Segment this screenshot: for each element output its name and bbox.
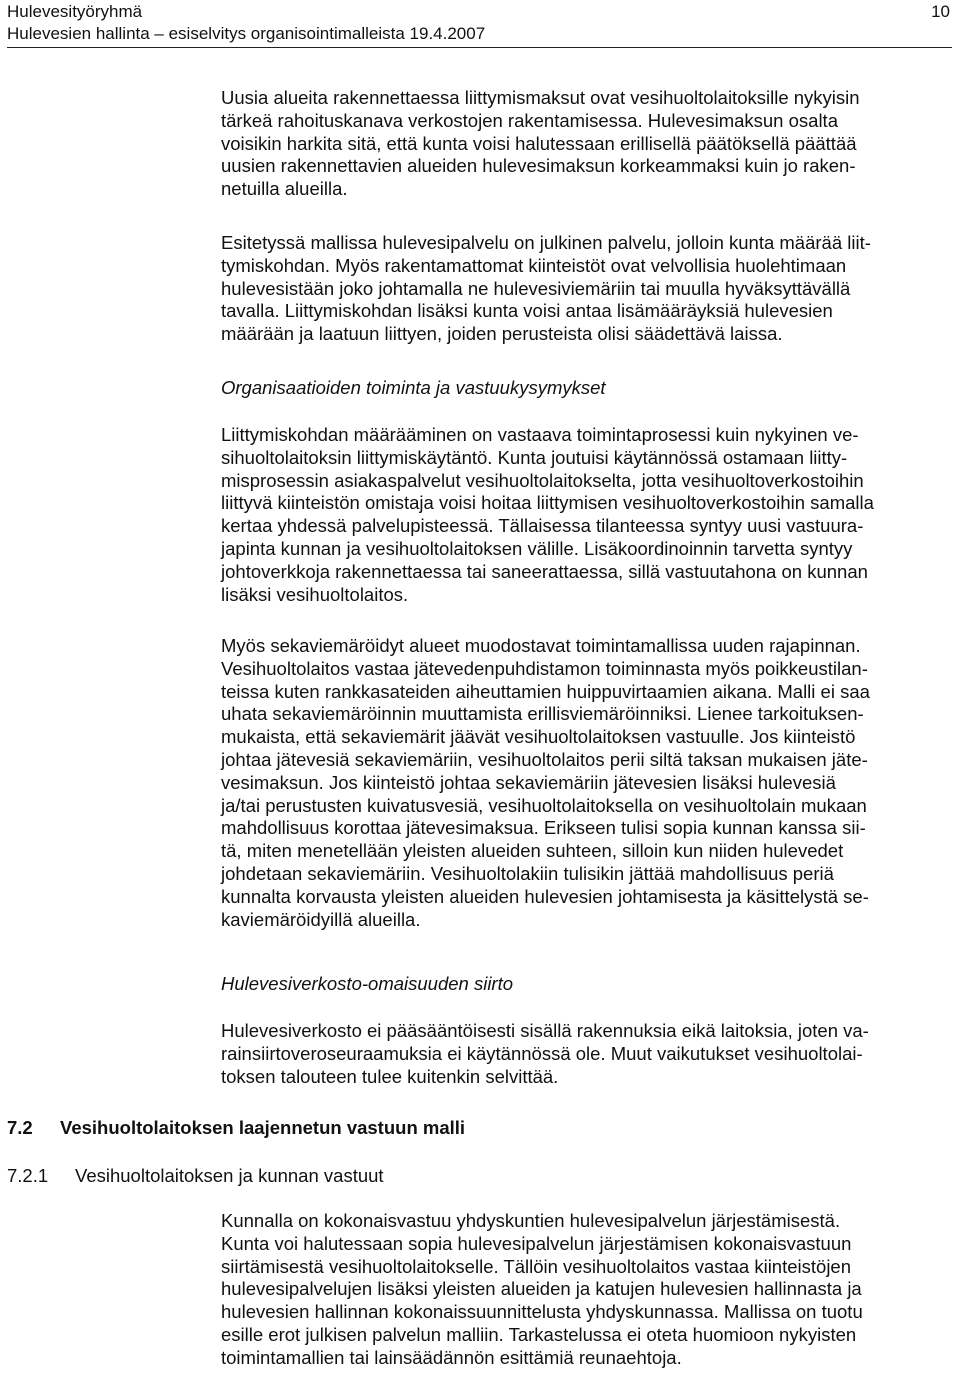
text-line: tärkeä rahoituskanava verkostojen rakentamisessa. Hulevesimaksun osalta <box>221 109 838 131</box>
section-number: 7.2.1 <box>7 1165 49 1186</box>
text-line: ja/tai perustusten kuivatusvesiä, vesihuoltolaitoksella on vesihuoltolain mukaan <box>221 794 867 816</box>
section-title: Vesihuoltolaitoksen laajennetun vastuun malli <box>60 1117 466 1138</box>
header-organization: Hulevesityöryhmä <box>7 2 143 21</box>
paragraph <box>221 87 952 201</box>
text-line: rainsiirtoveroseuraamuksia ei käytännössä ole. Muut vaikutukset vesihuoltolai- <box>221 1042 863 1064</box>
text-line: kertaa yhdessä palvelupisteessä. Tällaisessa tilanteessa syntyy uusi vastuura- <box>221 515 864 537</box>
text-line: Kunnalla on kokonaisvastuu yhdyskuntien hulevesipalvelun järjestämisestä. <box>221 1210 841 1231</box>
section-title: Vesihuoltolaitoksen ja kunnan vastuut <box>75 1165 384 1186</box>
text-line: voisikin harkita sitä, että kunta voisi halutessaan erillisellä päätöksellä päättää <box>221 132 857 154</box>
text-line: tä, miten menetellään yleisten alueiden suhteen, silloin kun niiden hulevedet <box>221 840 844 862</box>
text-line: liittyvä kiinteistön omistaja voisi hoitaa liittymisen vesihuoltoverkostoihin samalla <box>221 492 874 514</box>
text-line: johtaa jätevesiä sekaviemäriin, vesihuoltolaitos perii siltä taksan mukaisen jäte- <box>221 748 868 770</box>
header-document-title: Hulevesien hallinta – esiselvitys organisointimalleista 19.4.2007 <box>7 24 486 43</box>
text-line: lisäksi vesihuoltolaitos. <box>221 583 409 605</box>
text-line: hulevesien hallinnan kokonaissuunnittelusta yhdyskunnassa. Mallissa on tuotu <box>221 1301 863 1323</box>
section-heading-7-2 <box>7 1116 465 1139</box>
text-line: tavalla. Liittymiskohdan lisäksi kunta voisi antaa lisämääräyksiä hulevesien <box>221 300 833 322</box>
text-line: hulevesipalvelujen lisäksi yleisten alueiden ja katujen hulevesien hallinnasta ja <box>221 1278 862 1300</box>
text-line: misprosessin asiakaspalvelut vesihuoltolaitokselta, jotta vesihuoltoverkostoihin <box>221 469 864 491</box>
text-line: vesimaksun. Jos kiinteistö johtaa sekaviemäriin jätevesien lisäksi hulevesiä <box>221 771 836 793</box>
text-line: mukaista, että sekaviemärit jäävät vesihuoltolaitoksen vastuulle. Jos kiinteistö <box>221 726 856 748</box>
text-line: hulevesistään joko johtamalla ne hulevesiviemäriin tai muulla hyväksyttävällä <box>221 277 851 299</box>
paragraph <box>221 635 952 931</box>
text-line: siirtämisestä vesihuoltolaitokselle. Tällöin vesihuoltolaitos vastaa kiinteistöjen <box>221 1255 852 1277</box>
text-line: esille erot julkisen palvelun malliin. Tarkastelussa ei oteta huomioon nykyisten <box>221 1323 857 1345</box>
paragraph <box>221 232 952 346</box>
subheading: Hulevesiverkosto-omaisuuden siirto <box>221 973 514 994</box>
text-line: määrään ja laatuun liittyen, joiden perusteista olisi säädettävä laissa. <box>221 323 783 345</box>
paragraph <box>221 1020 952 1088</box>
text-line: uhata sekaviemäröinnin muuttamista erillisviemäröinniksi. Lienee tarkoituksen- <box>221 703 864 725</box>
text-line: mahdollisuus korottaa jätevesimaksua. Erikseen tulisi sopia kunnan kanssa sii- <box>221 817 866 839</box>
text-line: Esitetyssä mallissa hulevesipalvelu on julkinen palvelu, jolloin kunta määrää liit- <box>221 232 871 253</box>
text-line: toimintamallien tai lainsäädännön esittämiä reunaehtoja. <box>221 1346 682 1368</box>
text-line: Vesihuoltolaitos vastaa jätevedenpuhdistamon toiminnasta myös poikkeustilan- <box>221 657 868 679</box>
text-line: netuilla alueilla. <box>221 178 348 200</box>
header-divider <box>7 47 952 48</box>
text-line: kaviemäröidyillä alueilla. <box>221 908 421 930</box>
paragraph <box>221 1210 952 1370</box>
text-line: johdetaan sekaviemäriin. Vesihuoltolakiin tulisikin jättää mahdollisuus periä <box>221 862 834 884</box>
text-line: uusien rakennettavien alueiden hulevesimaksun korkeammaksi kuin jo raken- <box>221 155 856 177</box>
subheading: Organisaatioiden toiminta ja vastuukysymykset <box>221 377 606 398</box>
text-line: Liittymiskohdan määrääminen on vastaava toimintaprosessi kuin nykyinen ve- <box>221 424 859 445</box>
text-line: Myös sekaviemäröidyt alueet muodostavat toimintamallissa uuden rajapinnan. <box>221 635 861 656</box>
section-heading-7-2-1 <box>7 1164 384 1187</box>
text-line: johtoverkkoja rakennettaessa tai saneerattaessa, sillä vastuutahona on kunnan <box>221 560 868 582</box>
text-line: sihuoltolaitoksin liittymiskäytäntö. Kunta joutuisi käytännössä ostamaan liitty- <box>221 446 848 468</box>
text-line: kunnalta korvausta yleisten alueiden hulevesien johtamisesta ja käsittelystä se- <box>221 885 869 907</box>
text-line: Hulevesiverkosto ei pääsääntöisesti sisällä rakennuksia eikä laitoksia, joten va- <box>221 1020 869 1041</box>
text-line: teissa kuten rankkasateiden aiheuttamien huippuvirtaamien aikana. Malli ei saa <box>221 680 870 702</box>
section-number: 7.2 <box>7 1117 33 1138</box>
paragraph <box>221 424 952 606</box>
text-line: tymiskohdan. Myös rakentamattomat kiinteistöt ovat velvollisia huolehtimaan <box>221 254 847 276</box>
page-number: 10 <box>931 2 950 21</box>
text-line: japinta kunnan ja vesihuoltolaitoksen välille. Lisäkoordinoinnin tarvetta syntyy <box>221 537 853 559</box>
text-line: toksen talouteen tulee kuitenkin selvittää. <box>221 1065 559 1087</box>
text-line: Uusia alueita rakennettaessa liittymismaksut ovat vesihuoltolaitoksille nykyisin <box>221 87 860 108</box>
text-line: Kunta voi halutessaan sopia hulevesipalvelun järjestämisen kokonaisvastuun <box>221 1232 852 1254</box>
